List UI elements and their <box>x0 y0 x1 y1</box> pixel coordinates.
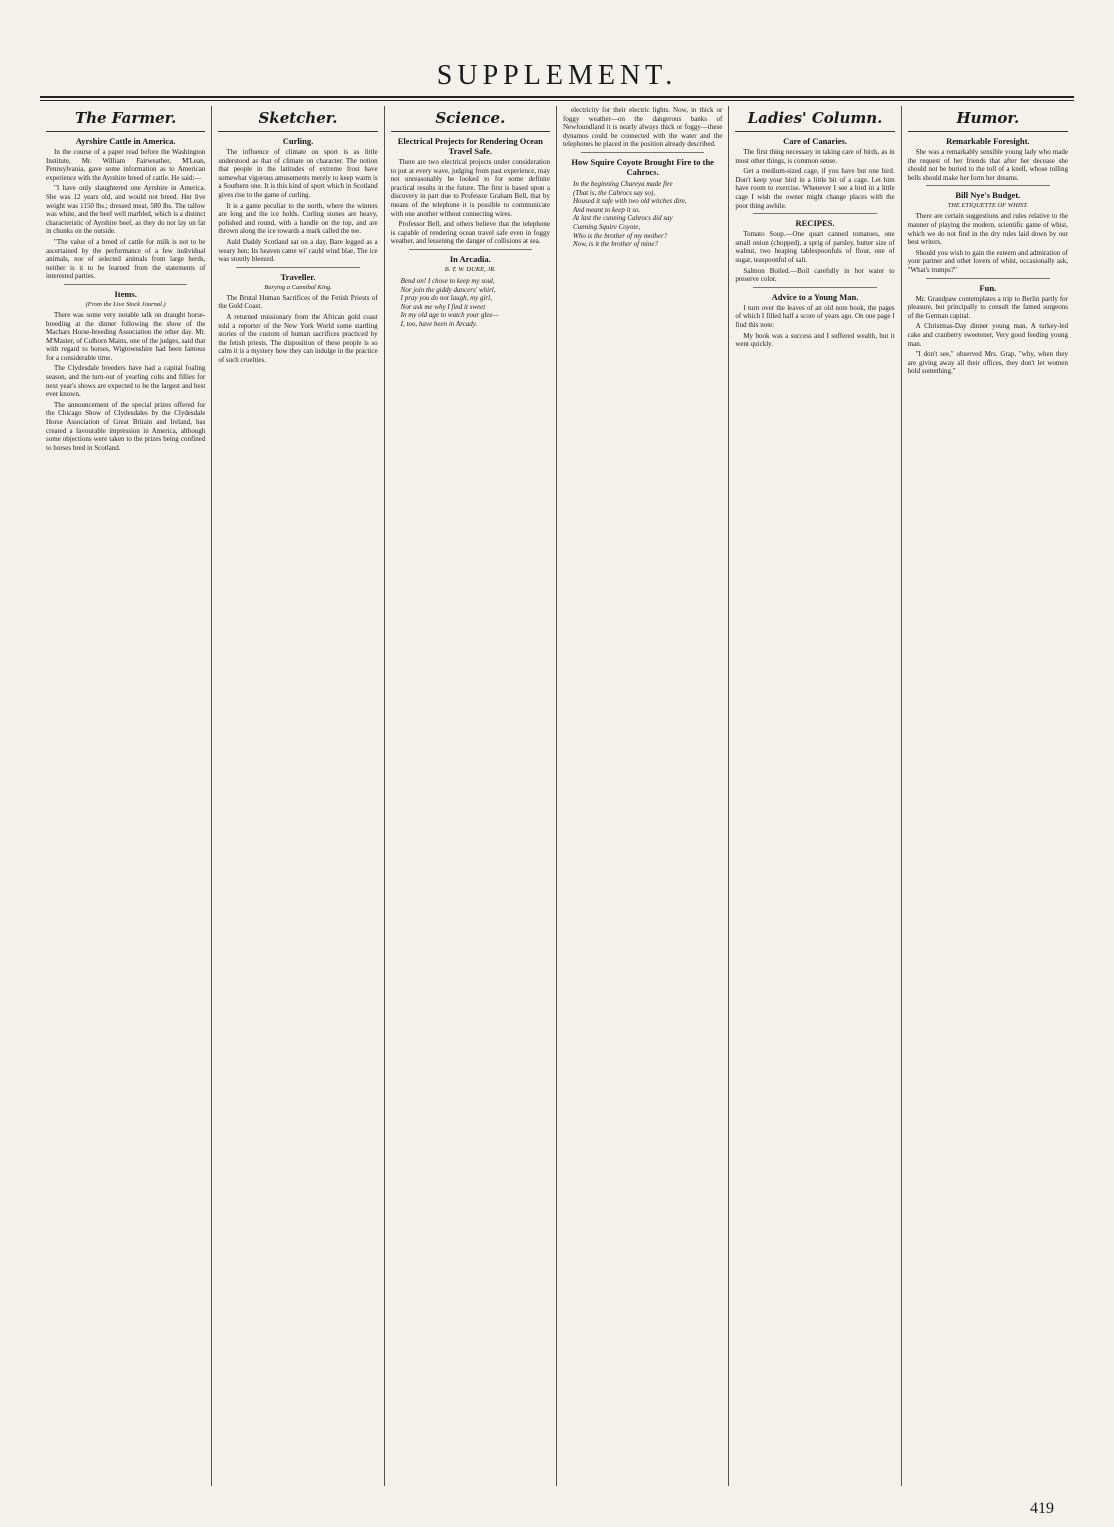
paragraph: Auld Daddy Scotland sat on a day, Bare legged as a weary hen; Its heaven came wi' cauld wind blae, The ice was stoutly bleezed. <box>218 237 378 264</box>
page-number: 419 <box>1030 1500 1054 1517</box>
paragraph: In the course of a paper read before the Washington Institute, Mr. William Fairweather, M'Lean, Pennsylvania, gave some information as to American experience with the Ayrshire breed of cattle. He said:— <box>46 148 206 182</box>
paragraph: Professor Bell, and others believe that the telephone is capable of rendering ocean travel safe even in foggy weather, and lessening the danger of collisions at sea. <box>390 220 550 246</box>
paragraph: The Clydesdale breeders have had a capital foaling season, and the turn-out of yearling colts and fillies for next year's shows are expected to be the largest and best ever known. <box>46 364 206 399</box>
article-subtitle: (From the Live Stock Journal.) <box>85 300 166 308</box>
article-divider <box>236 267 359 268</box>
article-title: Care of Canaries. <box>783 136 847 146</box>
paragraph: There are two electrical projects under consideration to put at every wave, judging from past experience, may not unreasonably be looked to for some definite practical results in the future. The first is based upon a discovery in part due to Professor Graham Bell, that by means of the telephone it is possible to communicate with one another without connecting wires. <box>390 158 550 218</box>
article-title: Curling. <box>282 136 314 146</box>
paragraph: It is a game peculiar to the north, where the winters are long and the ice holds. Curling stones are heavy, polished and round, with a handle on the top, and are thrown along the ice towards a mark called the tee. <box>218 201 378 236</box>
paragraph: A Christmas-Day dinner young man, A turkey-led cake and cranberry sweetener, Very good feeding young man. <box>907 322 1068 348</box>
paragraph: "The value of a breed of cattle for milk is not to be ascertained by the performance of a few individual animals, nor of selected animals from large herds, neither is it to be learned from the statements of interested parties. <box>46 237 206 281</box>
section-rule <box>46 131 205 132</box>
article-title: Ayrshire Cattle in America. <box>75 136 176 146</box>
section-rule <box>391 131 550 132</box>
paragraph: There was some very notable talk on draught horse-breeding at the dinner following the show of the Machars Horse-breeding Association the other day. Mr. M'Master, of Culhorn Mains, one of the judges, said that with regard to horses, Wigtownshire had been famous for a considerable time. <box>46 310 206 362</box>
article-title: RECIPES. <box>795 218 835 229</box>
masthead-rule-thin <box>40 100 1074 101</box>
article-divider <box>926 278 1050 279</box>
column-4 <box>557 106 729 1486</box>
masthead: SUPPLEMENT. <box>436 60 678 91</box>
article-divider <box>64 284 187 285</box>
poem-text: In the beginning Chareya made fire (That is, the Cahrocs say so), Housed it safe with two old witches dire, And meant to keep it so. At last the cunning Cahrocs did say Cunning Squire Coyote, Who is the brother of my mother? Now, is it the brother of mine? <box>572 179 687 249</box>
paragraph: Tomato Soup.—One quart canned tomatoes, one small onion (chopped), a sprig of parsley, butter size of walnut, two heaping tablespoonfuls of flour, one of sugar, teaspoonful of salt. <box>735 230 895 264</box>
column-1 <box>40 106 212 1486</box>
newspaper-columns <box>40 106 1074 1486</box>
section-rule <box>218 131 377 132</box>
paragraph: I turn over the leaves of an old note book, the pages of which I filled half a score of years ago. On one page I find this note: <box>735 303 895 329</box>
column-3 <box>385 106 557 1486</box>
paragraph: Should you wish to gain the esteem and admiration of your partner and other lovers of whist, occasionally ask, "What's trumps?" <box>907 248 1068 274</box>
paragraph: There are certain suggestions and rules relative to the manner of playing the modern, scientific game of whist, which we do not find in the dry rules laid down by our best writers. <box>907 212 1068 247</box>
article-divider <box>581 152 704 153</box>
section-heading: Humor. <box>956 109 1020 127</box>
section-rule <box>908 131 1068 132</box>
article-divider <box>926 185 1050 186</box>
paragraph: The influence of climate on sport is as little understood as that of climate on character. The notion that people in the latitudes of extreme frost have somewhat vigorous amusements merely to keep warm is a Southern one. It is this kind of sport which in Scotland gives rise to the game of curling. <box>218 148 378 199</box>
paragraph: Salmon Boiled.—Boil carefully in hot water to preserve color. <box>735 266 895 284</box>
article-title: Items. <box>114 288 137 299</box>
article-title: Electrical Projects for Rendering Ocean Travel Safe. <box>397 136 543 156</box>
article-subtitle: Burying a Cannibal King. <box>264 283 332 291</box>
article-divider <box>409 249 532 250</box>
article-subtitle: THE ETIQUETTE OF WHIST. <box>947 202 1029 210</box>
article-title: How Squire Coyote Brought Fire to the Cahrocs. <box>571 156 714 177</box>
paragraph: Mr. Grandpaw contemplates a trip to Berlin partly for pleasure, but principally to consult the famed surgeons of the German capital. <box>907 294 1068 320</box>
paragraph: Get a medium-sized cage, if you have but one bird. Don't keep your bird in a little bit of a cage. Let him have room to exercise. Whenever I see a bird in a little cage I wish the owner might change places with the poor thing awhile. <box>735 167 895 210</box>
article-title: In Arcadia. <box>449 253 491 264</box>
column-6 <box>902 106 1074 1486</box>
poem-text: Bend on! I chose to keep my soul, Nor join the giddy dancers' whirl, I pray you do not laugh, my girl, Nor ask me why I find it sweet In my old age to watch your glee— I, too, have been in Arcady. <box>400 276 499 328</box>
paragraph: "I don't see," observed Mrs. Grap, "why, when they are giving away all their offices, they don't let women hold something." <box>907 350 1068 376</box>
paragraph: A returned missionary from the African gold coast told a reporter of the New York World some startling stories of the custom of human sacrifices practiced by the fetish priests. The disposition of these people is so calm it is a mystery how they can indulge in the practice of such cruelties. <box>218 312 378 364</box>
section-heading: Science. <box>435 109 506 127</box>
paragraph: The Brutal Human Sacrifices of the Fetish Priests of the Gold Coast. <box>218 293 378 311</box>
article-title: Fun. <box>979 282 997 293</box>
paragraph: "I have only slaughtered one Ayrshire in America. She was 12 years old, and would not breed. Her live weight was 1150 lbs.; dressed meat, 580 lbs. The tallow was white, and the beef well marbled, which is a distinct characteristic of Ayrshire beef, as they do not lay on fat in chunks on the outside. <box>46 184 206 236</box>
column-2 <box>212 106 384 1486</box>
section-heading: Sketcher. <box>258 109 338 127</box>
paragraph: My book was a success and I suffered wealth, but it went quickly. <box>735 331 895 349</box>
section-heading: Ladies' Column. <box>747 109 883 127</box>
masthead-rule <box>40 96 1074 98</box>
paragraph: electricity for their electric lights. Now, in thick or foggy weather—on the dangerous banks of Newfoundland it is nearly always thick or foggy—these dynamos could be connected with the water and the telephones be placed in the position already described. <box>562 106 723 149</box>
article-subtitle: B. T. W. DUKE, JR. <box>444 265 496 273</box>
article-title: Traveller. <box>280 271 316 282</box>
article-divider <box>753 213 876 214</box>
article-title: Advice to a Young Man. <box>771 291 859 302</box>
article-title: Remarkable Foresight. <box>946 136 1030 146</box>
article-title: Bill Nye's Budget. <box>955 190 1021 201</box>
section-rule <box>735 131 894 132</box>
section-heading: The Farmer. <box>74 109 177 127</box>
article-divider <box>753 287 876 288</box>
paragraph: She was a remarkably sensible young lady who made the request of her friends that after her decease she should not be buried to the toll of a knell, whose tolling bells should make her form her dreams. <box>907 148 1068 182</box>
paragraph: The announcement of the special prizes offered for the Chicago Show of Clydesdales by the Clydesdale Horse Association of Great Britain and Ireland, has created a favourable impression in America, although some objections were taken to the prizes being confined to horses bred in Scotland. <box>46 400 206 452</box>
column-5 <box>729 106 901 1486</box>
paragraph: The first thing necessary in taking care of birds, as in most other things, is common sense. <box>735 148 895 165</box>
